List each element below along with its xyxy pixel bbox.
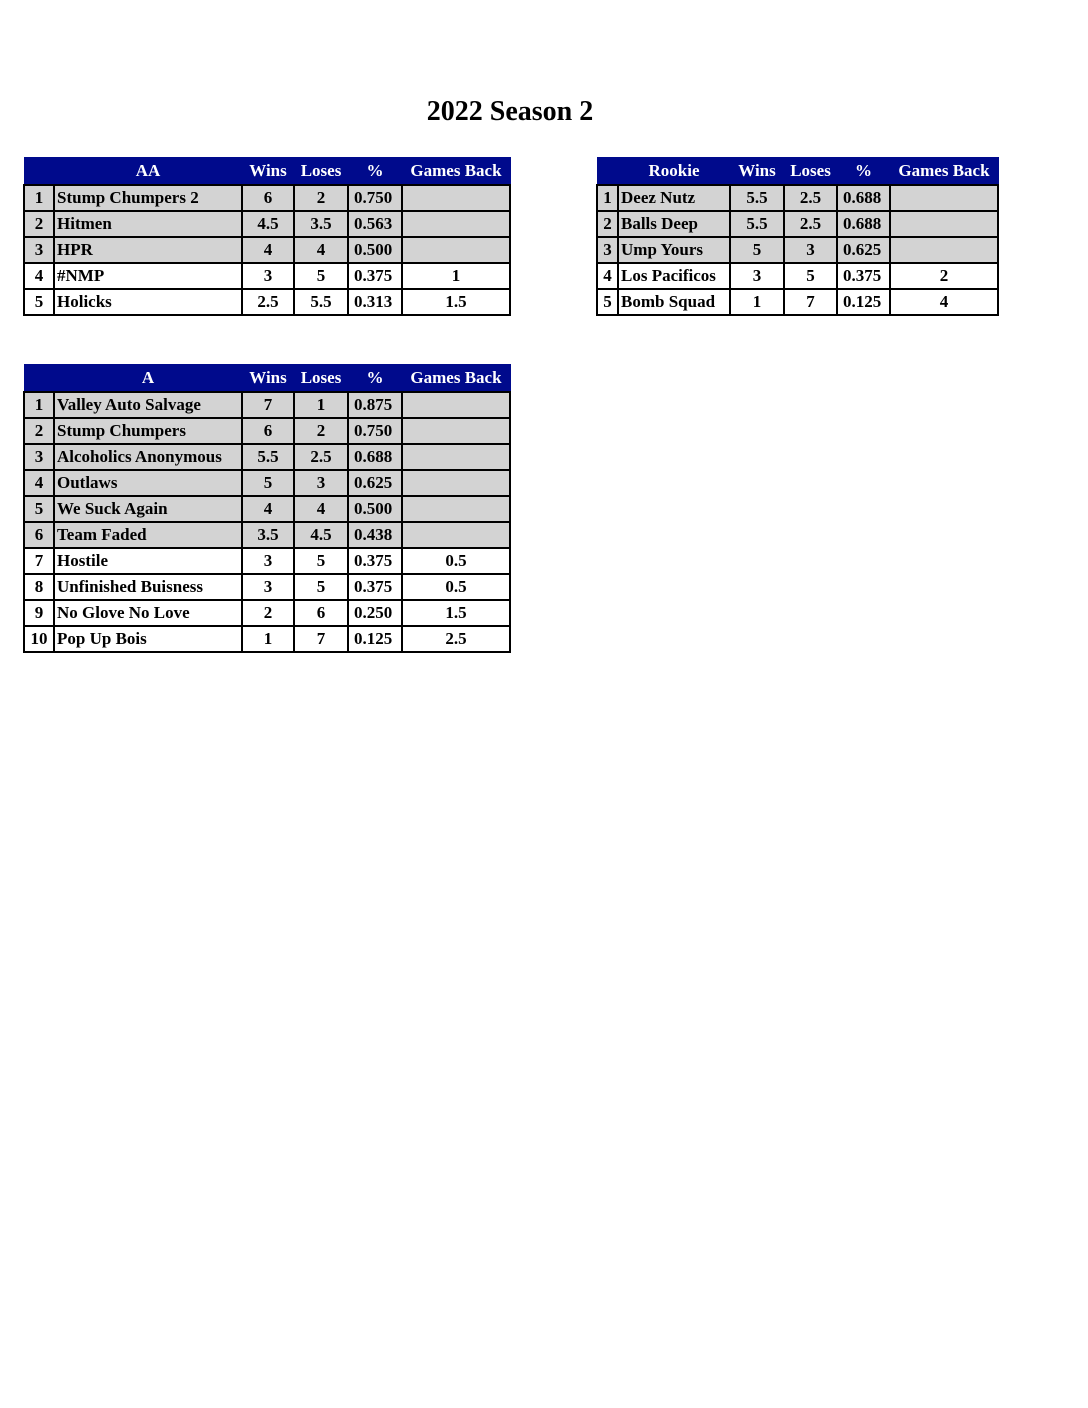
games-back-cell: 4 bbox=[890, 289, 998, 315]
team-cell: Hostile bbox=[54, 548, 242, 574]
loses-header: Loses bbox=[784, 158, 837, 186]
pct-header: % bbox=[348, 158, 402, 186]
loses-cell: 5.5 bbox=[294, 289, 348, 315]
team-cell: Deez Nutz bbox=[618, 185, 730, 211]
pct-cell: 0.375 bbox=[348, 263, 402, 289]
division-name: A bbox=[54, 365, 242, 393]
team-cell: No Glove No Love bbox=[54, 600, 242, 626]
pct-cell: 0.688 bbox=[837, 185, 890, 211]
rank-cell: 4 bbox=[24, 470, 54, 496]
loses-cell: 7 bbox=[784, 289, 837, 315]
wins-cell: 7 bbox=[242, 392, 294, 418]
rank-cell: 3 bbox=[24, 237, 54, 263]
rank-cell: 4 bbox=[597, 263, 618, 289]
games-back-cell bbox=[402, 185, 510, 211]
wins-cell: 2 bbox=[242, 600, 294, 626]
games-back-cell bbox=[402, 392, 510, 418]
rank-cell: 4 bbox=[24, 263, 54, 289]
team-cell: Los Pacificos bbox=[618, 263, 730, 289]
games-back-header: Games Back bbox=[402, 158, 510, 186]
games-back-cell bbox=[402, 237, 510, 263]
loses-cell: 6 bbox=[294, 600, 348, 626]
table-header-row bbox=[24, 158, 510, 186]
rank-cell: 9 bbox=[24, 600, 54, 626]
games-back-cell bbox=[890, 185, 998, 211]
wins-cell: 4 bbox=[242, 496, 294, 522]
wins-cell: 3 bbox=[242, 574, 294, 600]
table-row bbox=[24, 289, 510, 315]
pct-cell: 0.625 bbox=[837, 237, 890, 263]
table-row bbox=[597, 211, 998, 237]
wins-header: Wins bbox=[242, 158, 294, 186]
pct-cell: 0.250 bbox=[348, 600, 402, 626]
page-title: 2022 Season 2 bbox=[426, 96, 594, 127]
table-row bbox=[24, 496, 510, 522]
loses-cell: 5 bbox=[784, 263, 837, 289]
loses-cell: 2.5 bbox=[784, 185, 837, 211]
team-cell: #NMP bbox=[54, 263, 242, 289]
rank-cell: 1 bbox=[597, 185, 618, 211]
wins-cell: 1 bbox=[730, 289, 784, 315]
standings-table-aa bbox=[23, 157, 511, 316]
rank-cell: 1 bbox=[24, 185, 54, 211]
table-row bbox=[24, 470, 510, 496]
pct-cell: 0.625 bbox=[348, 470, 402, 496]
wins-cell: 1 bbox=[242, 626, 294, 652]
loses-header: Loses bbox=[294, 365, 348, 393]
table-row bbox=[24, 263, 510, 289]
wins-cell: 5.5 bbox=[730, 211, 784, 237]
loses-header: Loses bbox=[294, 158, 348, 186]
loses-cell: 3 bbox=[294, 470, 348, 496]
loses-cell: 2.5 bbox=[784, 211, 837, 237]
loses-cell: 3 bbox=[784, 237, 837, 263]
team-cell: Hitmen bbox=[54, 211, 242, 237]
games-back-cell bbox=[402, 522, 510, 548]
games-back-cell bbox=[890, 237, 998, 263]
pct-cell: 0.750 bbox=[348, 418, 402, 444]
standings-table-a bbox=[23, 364, 511, 653]
standings-table-rookie bbox=[596, 157, 999, 316]
games-back-cell: 1.5 bbox=[402, 289, 510, 315]
team-cell: Outlaws bbox=[54, 470, 242, 496]
rank-cell: 5 bbox=[24, 289, 54, 315]
games-back-cell: 1 bbox=[402, 263, 510, 289]
games-back-cell bbox=[402, 418, 510, 444]
team-cell: Alcoholics Anonymous bbox=[54, 444, 242, 470]
loses-cell: 3.5 bbox=[294, 211, 348, 237]
table-row bbox=[24, 548, 510, 574]
table-row bbox=[24, 237, 510, 263]
team-cell: Bomb Squad bbox=[618, 289, 730, 315]
wins-cell: 2.5 bbox=[242, 289, 294, 315]
pct-cell: 0.125 bbox=[348, 626, 402, 652]
games-back-cell bbox=[402, 496, 510, 522]
wins-cell: 5 bbox=[242, 470, 294, 496]
pct-cell: 0.438 bbox=[348, 522, 402, 548]
rank-cell: 3 bbox=[24, 444, 54, 470]
games-back-cell bbox=[402, 444, 510, 470]
wins-cell: 3 bbox=[242, 263, 294, 289]
team-cell: HPR bbox=[54, 237, 242, 263]
table-row bbox=[597, 185, 998, 211]
loses-cell: 4 bbox=[294, 496, 348, 522]
rank-header bbox=[24, 365, 54, 393]
games-back-cell: 0.5 bbox=[402, 574, 510, 600]
team-cell: Stump Chumpers bbox=[54, 418, 242, 444]
rank-cell: 3 bbox=[597, 237, 618, 263]
loses-cell: 7 bbox=[294, 626, 348, 652]
team-cell: Unfinished Buisness bbox=[54, 574, 242, 600]
team-cell: We Suck Again bbox=[54, 496, 242, 522]
loses-cell: 5 bbox=[294, 263, 348, 289]
games-back-header: Games Back bbox=[890, 158, 998, 186]
table-row bbox=[24, 211, 510, 237]
team-cell: Balls Deep bbox=[618, 211, 730, 237]
rank-header bbox=[24, 158, 54, 186]
loses-cell: 1 bbox=[294, 392, 348, 418]
pct-header: % bbox=[837, 158, 890, 186]
table-row bbox=[24, 392, 510, 418]
wins-cell: 4 bbox=[242, 237, 294, 263]
rank-cell: 6 bbox=[24, 522, 54, 548]
loses-cell: 2 bbox=[294, 418, 348, 444]
pct-cell: 0.500 bbox=[348, 237, 402, 263]
games-back-header: Games Back bbox=[402, 365, 510, 393]
table-row bbox=[24, 574, 510, 600]
team-cell: Valley Auto Salvage bbox=[54, 392, 242, 418]
team-cell: Stump Chumpers 2 bbox=[54, 185, 242, 211]
loses-cell: 4.5 bbox=[294, 522, 348, 548]
loses-cell: 4 bbox=[294, 237, 348, 263]
table-row bbox=[24, 185, 510, 211]
rank-cell: 5 bbox=[597, 289, 618, 315]
table-row bbox=[597, 263, 998, 289]
rank-cell: 7 bbox=[24, 548, 54, 574]
rank-cell: 1 bbox=[24, 392, 54, 418]
loses-cell: 2 bbox=[294, 185, 348, 211]
wins-cell: 5 bbox=[730, 237, 784, 263]
rank-cell: 2 bbox=[24, 418, 54, 444]
wins-cell: 6 bbox=[242, 418, 294, 444]
pct-cell: 0.375 bbox=[348, 574, 402, 600]
pct-cell: 0.563 bbox=[348, 211, 402, 237]
table-row bbox=[24, 444, 510, 470]
pct-cell: 0.500 bbox=[348, 496, 402, 522]
games-back-cell: 0.5 bbox=[402, 548, 510, 574]
wins-header: Wins bbox=[242, 365, 294, 393]
wins-header: Wins bbox=[730, 158, 784, 186]
rank-cell: 5 bbox=[24, 496, 54, 522]
games-back-cell bbox=[402, 211, 510, 237]
rank-cell: 10 bbox=[24, 626, 54, 652]
pct-header: % bbox=[348, 365, 402, 393]
table-row bbox=[24, 626, 510, 652]
pct-cell: 0.375 bbox=[837, 263, 890, 289]
team-cell: Ump Yours bbox=[618, 237, 730, 263]
table-header-row bbox=[597, 158, 998, 186]
wins-cell: 3.5 bbox=[242, 522, 294, 548]
table-row bbox=[24, 418, 510, 444]
loses-cell: 5 bbox=[294, 574, 348, 600]
games-back-cell bbox=[890, 211, 998, 237]
loses-cell: 5 bbox=[294, 548, 348, 574]
games-back-cell: 2 bbox=[890, 263, 998, 289]
table-row bbox=[597, 237, 998, 263]
pct-cell: 0.375 bbox=[348, 548, 402, 574]
table-row bbox=[24, 600, 510, 626]
division-name: Rookie bbox=[618, 158, 730, 186]
pct-cell: 0.750 bbox=[348, 185, 402, 211]
wins-cell: 5.5 bbox=[242, 444, 294, 470]
loses-cell: 2.5 bbox=[294, 444, 348, 470]
pct-cell: 0.875 bbox=[348, 392, 402, 418]
pct-cell: 0.688 bbox=[837, 211, 890, 237]
pct-cell: 0.125 bbox=[837, 289, 890, 315]
pct-cell: 0.688 bbox=[348, 444, 402, 470]
wins-cell: 6 bbox=[242, 185, 294, 211]
rank-header bbox=[597, 158, 618, 186]
wins-cell: 5.5 bbox=[730, 185, 784, 211]
wins-cell: 3 bbox=[730, 263, 784, 289]
games-back-cell: 1.5 bbox=[402, 600, 510, 626]
team-cell: Pop Up Bois bbox=[54, 626, 242, 652]
pct-cell: 0.313 bbox=[348, 289, 402, 315]
games-back-cell: 2.5 bbox=[402, 626, 510, 652]
rank-cell: 2 bbox=[597, 211, 618, 237]
division-name: AA bbox=[54, 158, 242, 186]
wins-cell: 3 bbox=[242, 548, 294, 574]
table-row bbox=[597, 289, 998, 315]
team-cell: Holicks bbox=[54, 289, 242, 315]
rank-cell: 8 bbox=[24, 574, 54, 600]
games-back-cell bbox=[402, 470, 510, 496]
wins-cell: 4.5 bbox=[242, 211, 294, 237]
rank-cell: 2 bbox=[24, 211, 54, 237]
team-cell: Team Faded bbox=[54, 522, 242, 548]
table-header-row bbox=[24, 365, 510, 393]
table-row bbox=[24, 522, 510, 548]
